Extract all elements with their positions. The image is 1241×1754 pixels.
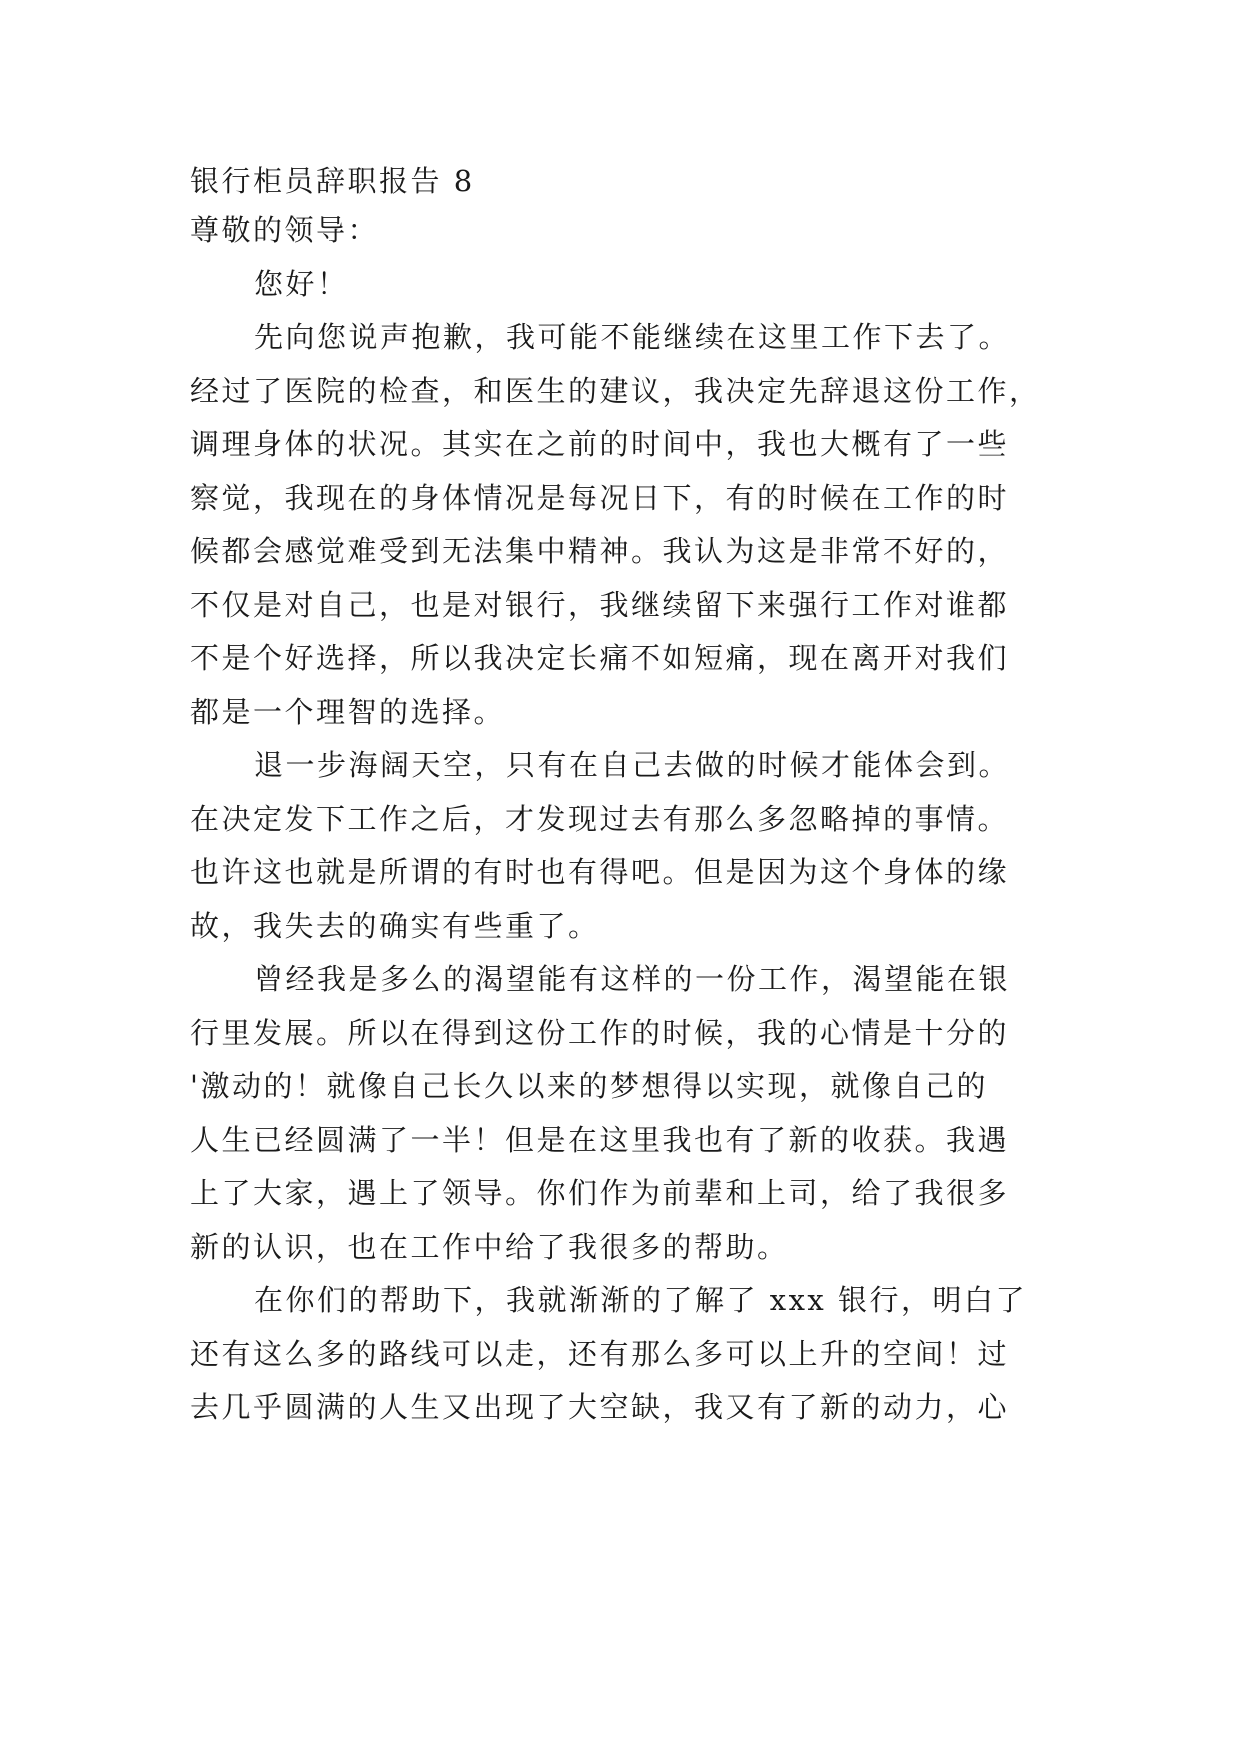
paragraph-line: 察觉，我现在的身体情况是每况日下，有的时候在工作的时 xyxy=(190,480,1010,515)
paragraph-line: 人生已经圆满了一半！但是在这里我也有了新的收获。我遇 xyxy=(190,1122,1010,1157)
paragraph-line: 先向您说声抱歉，我可能不能继续在这里工作下去了。 xyxy=(254,320,1011,354)
paragraph-line: 新的认识，也在工作中给了我很多的帮助。 xyxy=(190,1229,789,1264)
paragraph-line: '激动的！就像自己长久以来的梦想得以实现，就像自己的 xyxy=(190,1069,988,1103)
paragraph-3 xyxy=(190,953,1050,1274)
paragraph-line: 在你们的帮助下，我就渐渐的了解了 xxx 银行，明白了 xyxy=(254,1283,1028,1317)
paragraph-line: 故，我失去的确实有些重了。 xyxy=(190,908,600,943)
paragraph-line: 都是一个理智的选择。 xyxy=(190,694,506,729)
greeting: 您好！ xyxy=(254,266,349,301)
paragraph-line: 行里发展。所以在得到这份工作的时候，我的心情是十分的 xyxy=(190,1015,1010,1050)
paragraph-line: 不是个好选择，所以我决定长痛不如短痛，现在离开对我们 xyxy=(190,641,1010,675)
paragraph-line: 不仅是对自己，也是对银行，我继续留下来强行工作对谁都 xyxy=(190,587,1010,622)
paragraph-line: 在决定发下工作之后，才发现过去有那么多忽略掉的事情。 xyxy=(190,801,1010,836)
document-title: 银行柜员辞职报告 8 xyxy=(190,164,475,198)
document-body xyxy=(190,158,1050,1435)
paragraph-2 xyxy=(190,739,1050,953)
paragraph-line: 候都会感觉难受到无法集中精神。我认为这是非常不好的， xyxy=(190,534,1010,568)
salutation: 尊敬的领导： xyxy=(190,213,380,247)
paragraph-line: 曾经我是多么的渴望能有这样的一份工作，渴望能在银 xyxy=(254,962,1011,996)
paragraph-line: 上了大家，遇上了领导。你们作为前辈和上司，给了我很多 xyxy=(190,1176,1010,1210)
paragraph-line: 去几乎圆满的人生又出现了大空缺，我又有了新的动力，心 xyxy=(190,1390,1010,1424)
paragraph-4 xyxy=(190,1274,1050,1435)
paragraph-line: 经过了医院的检查，和医生的建议，我决定先辞退这份工作， xyxy=(190,373,1041,408)
paragraph-line: 退一步海阔天空，只有在自己去做的时候才能体会到。 xyxy=(254,748,1011,782)
paragraph-1 xyxy=(190,311,1050,739)
paragraph-line: 还有这么多的路线可以走，还有那么多可以上升的空间！过 xyxy=(190,1336,1010,1371)
paragraph-line: 也许这也就是所谓的有时也有得吧。但是因为这个身体的缘 xyxy=(190,855,1010,889)
paragraph-line: 调理身体的状况。其实在之前的时间中，我也大概有了一些 xyxy=(190,427,1010,461)
